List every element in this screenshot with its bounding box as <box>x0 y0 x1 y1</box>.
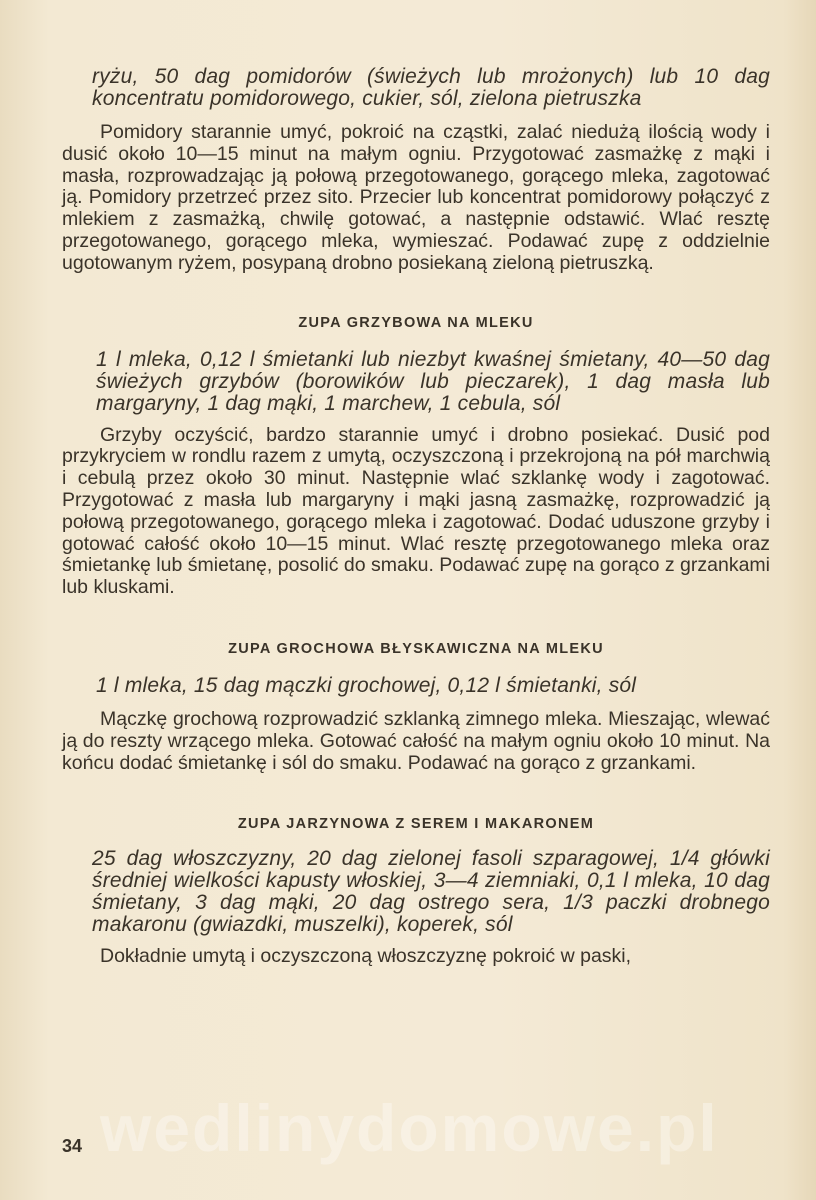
recipe-ingredients-mushroom: 1 l mleka, 0,12 l śmietanki lub niezbyt kwaśnej śmietany, 40—50 dag świeżych grzybów (borowików lub pieczarek), 1 dag masła lub margaryny, 1 dag mąki, 1 marchew, 1 cebula, sól <box>96 347 770 415</box>
watermark: wedlinydomowe.pl <box>100 1091 719 1165</box>
recipe-ingredients-vegetable: 25 dag włoszczyzny, 20 dag zielonej fasoli szparagowej, 1/4 główki średniej wielkości kapusty włoskiej, 3—4 ziemniaki, 0,1 l mleka, 10 dag śmietany, 3 dag mąki, 20 dag ostrego sera, 1/3 paczki drobnego makaronu (gwiazdki, muszelki), koperek, sól <box>92 847 770 937</box>
recipe-instructions-pea: Mączkę grochową rozprowadzić szklanką zimnego mleka. Mieszając, wlewać ją do reszty wrzącego mleka. Gotować całość na małym ogniu około 10 minut. Na końcu dodać śmietankę i sól do smaku. Podawać na gorąco z grzankami. <box>62 707 770 774</box>
intro-ingredients: ryżu, 50 dag pomidorów (świeżych lub mrożonych) lub 10 dag koncentratu pomidorowego, cukier, sól, zielona pietruszka <box>92 65 770 110</box>
recipe-instructions-vegetable: Dokładnie umytą i oczyszczoną włoszczyznę pokroić w paski, <box>100 945 632 968</box>
recipe-title-pea: ZUPA GROCHOWA BŁYSKAWICZNA NA MLEKU <box>228 640 604 657</box>
intro-instructions: Pomidory starannie umyć, pokroić na cząstki, zalać niedużą ilością wody i dusić około 10—15 minut na małym ogniu. Przygotować zasmażkę z mąki i masła, rozprowadzając ją połową przegotowanego, gorącego mleka, zagotować ją. Pomidory przetrzeć przez sito. Przecier lub koncentrat pomidorowy połączyć z mlekiem z zasmażką, chwilę gotować, a następnie odstawić. Wlać resztę przegotowanego, gorącego mleka, wymieszać. Podawać zupę z oddzielnie ugotowanym ryżem, posypaną drobno posiekaną zieloną pietruszką. <box>62 121 770 274</box>
page-number: 34 <box>62 1136 83 1156</box>
recipe-title-vegetable: ZUPA JARZYNOWA Z SEREM I MAKARONEM <box>237 816 595 833</box>
recipe-ingredients-pea: 1 l mleka, 15 dag mączki grochowej, 0,12 l śmietanki, sól <box>96 673 637 697</box>
page-content <box>62 66 770 968</box>
recipe-title-mushroom: ZUPA GRZYBOWA NA MLEKU <box>298 314 534 331</box>
recipe-instructions-mushroom: Grzyby oczyścić, bardzo starannie umyć i drobno posiekać. Dusić pod przykryciem w rondlu razem z umytą, oczyszczoną i przekrojoną na pół marchwią i cebulą przez około 30 minut. Następnie wlać szklankę wody i zagotować. Przygotować z masła lub margaryny i mąki jasną zasmażkę, rozprowadzić ją połową przegotowanego, gorącego mleka i zagotować. Dodać uduszone grzyby i gotować całość około 10—15 minut. Wlać resztę przegotowanego mleka oraz śmietankę lub śmietanę, posolić do smaku. Podawać zupę na gorąco z grzankami lub kluskami. <box>62 423 770 599</box>
